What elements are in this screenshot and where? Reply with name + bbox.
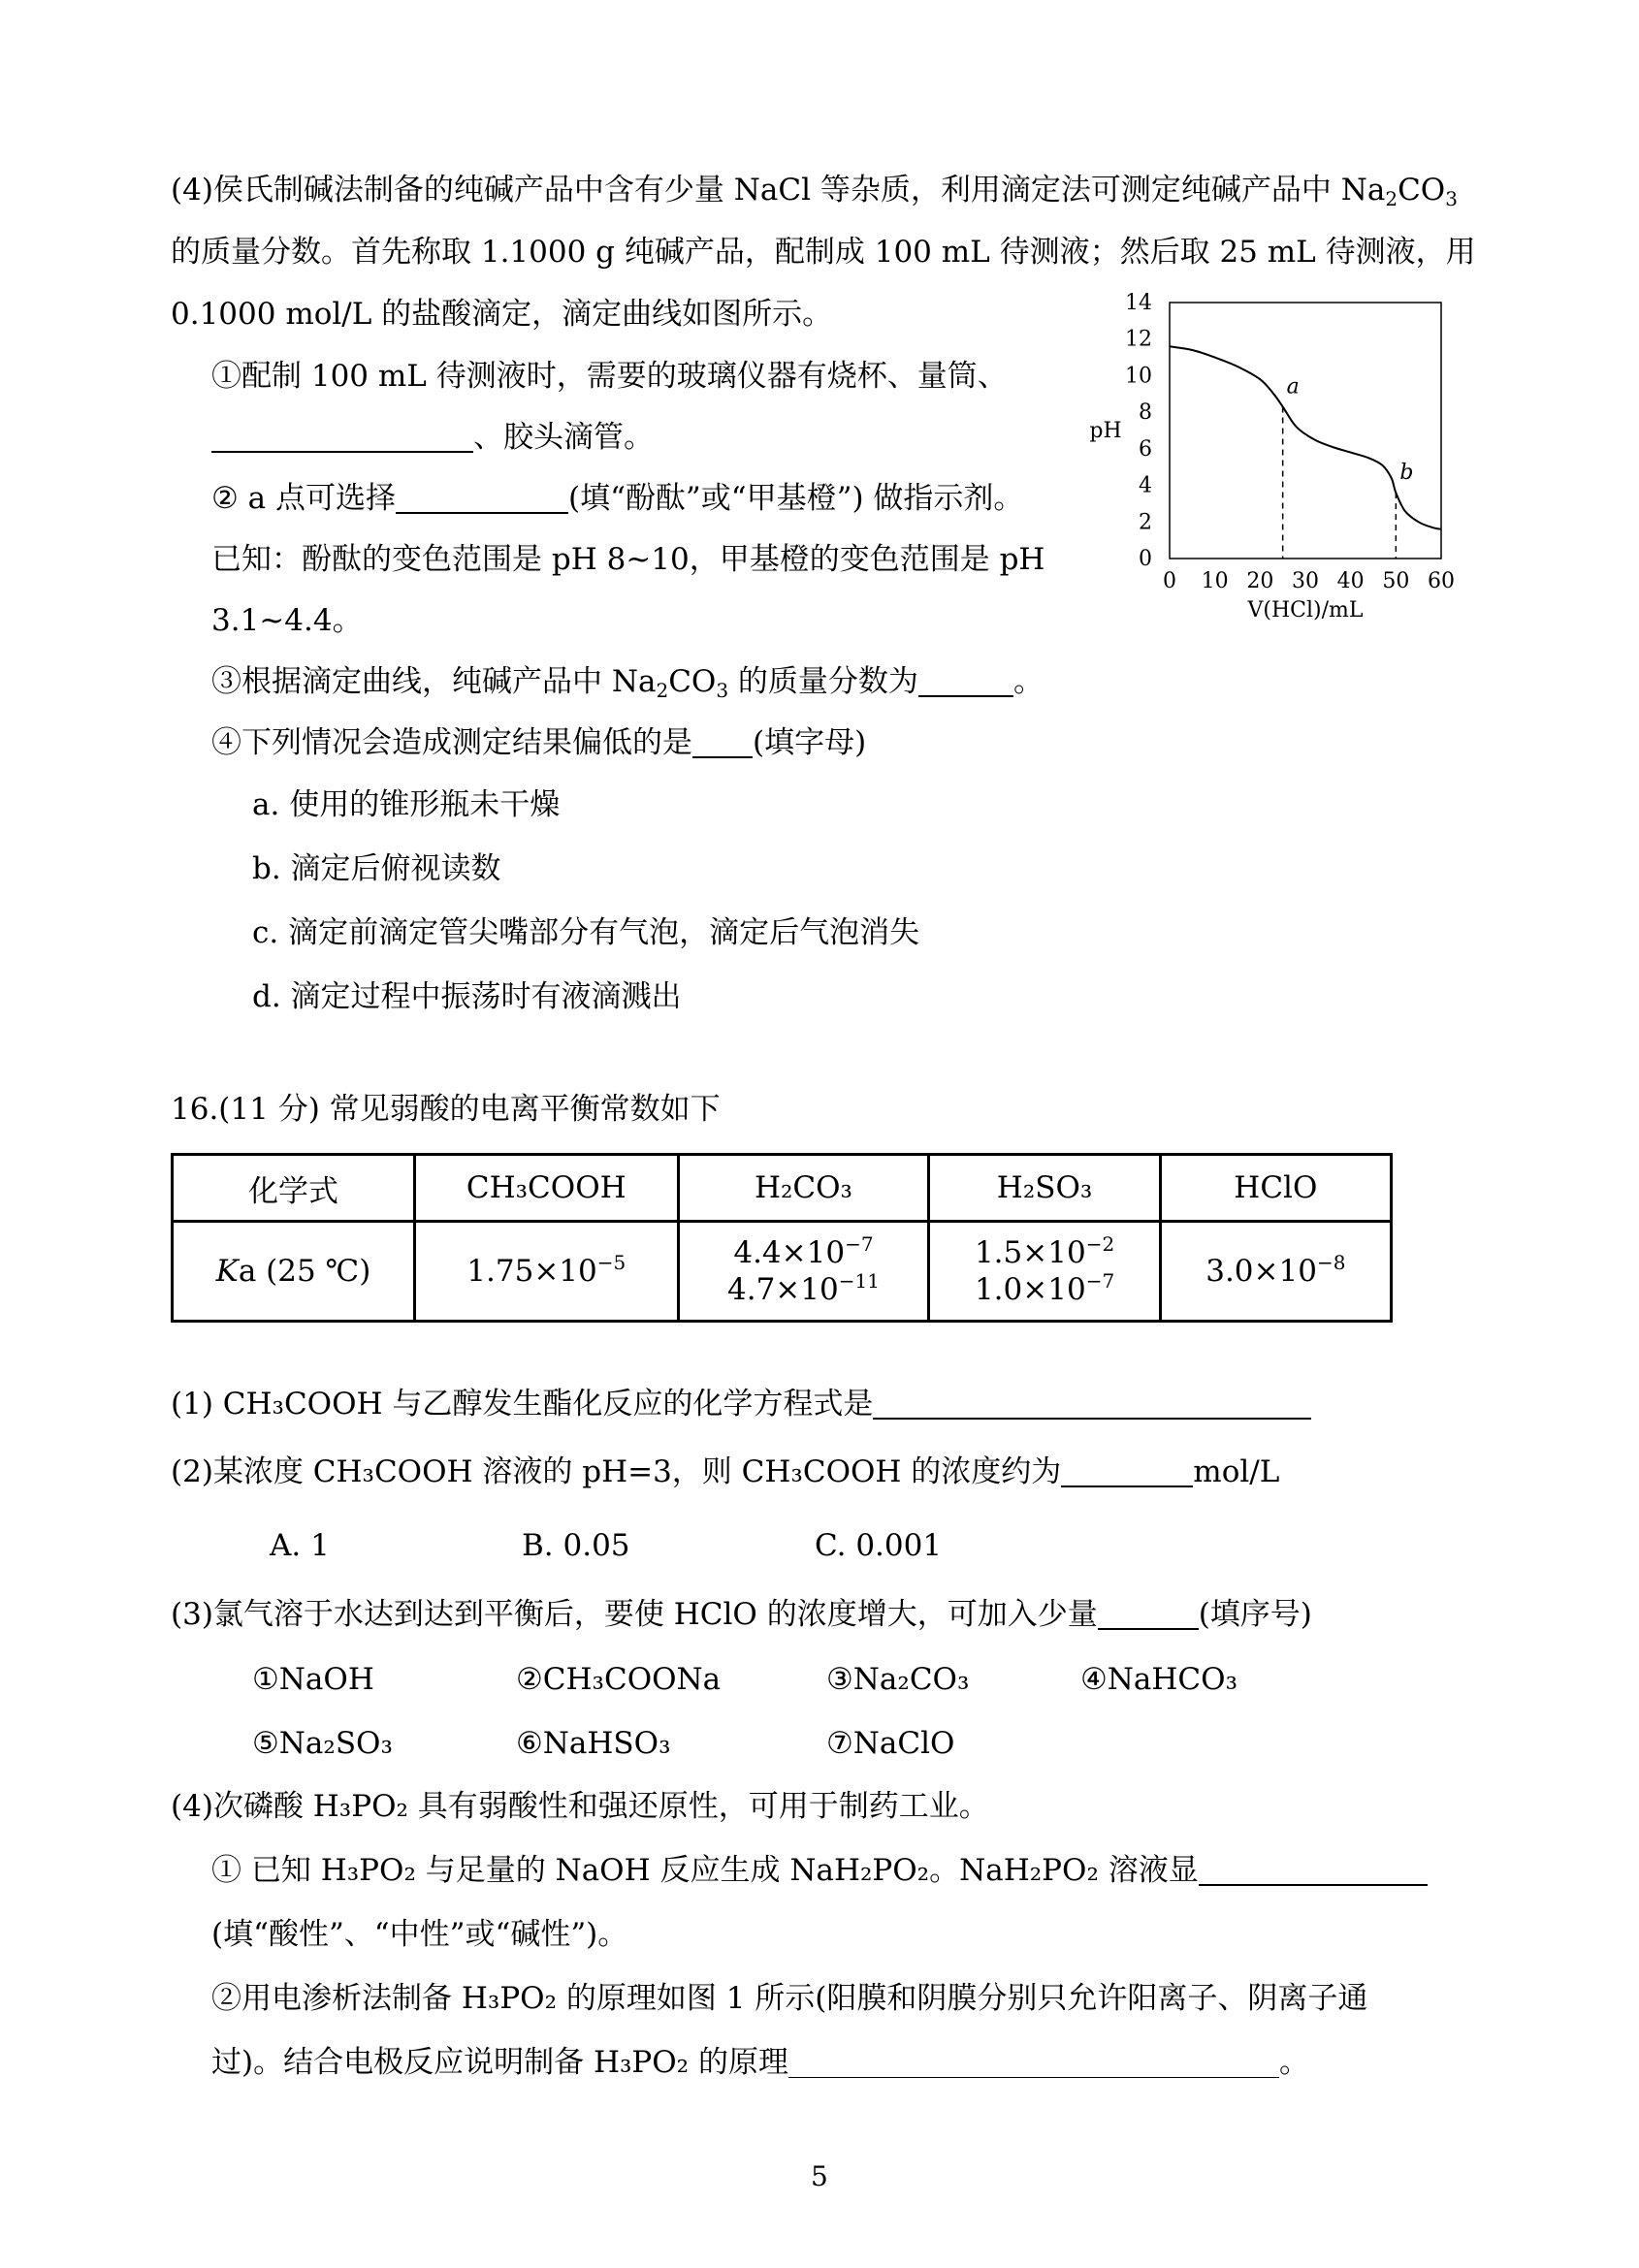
q4-intro-text: (4)侯氏制碱法制备的纯碱产品中含有少量 NaCl 等杂质，利用滴定法可测定纯碱产品中 Na	[171, 173, 1386, 208]
answer-blank[interactable]	[1098, 1599, 1199, 1630]
reagent-2: ②CH₃COONa	[516, 1662, 722, 1697]
ka-value-ch3cooh	[415, 1222, 679, 1322]
q4-s3	[211, 662, 1044, 701]
q16-p2	[171, 1453, 1279, 1491]
q4-s2-line1	[211, 479, 1023, 518]
q4-s3-text: CO	[668, 664, 717, 699]
ka-exponent: −5	[596, 1251, 627, 1274]
y-axis-label: pH	[1089, 419, 1122, 443]
answer-blank[interactable]	[788, 2048, 1279, 2078]
ka-table-header: HClO	[1160, 1155, 1391, 1222]
ka-mantissa: 1.75×10	[466, 1254, 597, 1289]
page-number: 5	[811, 2160, 828, 2192]
ka-mantissa: 1.5×10	[974, 1235, 1086, 1270]
q4-s3-text: 。	[1012, 664, 1044, 699]
titration-curve-line	[1170, 346, 1441, 529]
y-tick-label: 4	[1139, 473, 1152, 498]
option-c: c. 滴定前滴定管尖嘴部分有气泡，滴定后气泡消失	[252, 915, 920, 950]
option-b: b. 滴定后俯视读数	[252, 851, 501, 886]
x-axis-label: V(HCl)/mL	[1247, 598, 1364, 623]
ka-mantissa: 1.0×10	[974, 1272, 1086, 1307]
q4-s4-text: ④下列情况会造成测定结果偏低的是	[211, 725, 692, 760]
q16-p4-s1-text: ① 已知 H₃PO₂ 与足量的 NaOH 反应生成 NaH₂PO₂。NaH₂PO₂ 溶液显	[211, 1853, 1199, 1888]
x-tick-label: 50	[1382, 569, 1410, 593]
chart-annotations	[1283, 374, 1414, 559]
ka-exponent: −2	[1085, 1232, 1115, 1256]
ka-table-header: CH₃COOH	[415, 1155, 679, 1222]
q16-p3-text: (填序号)	[1198, 1597, 1312, 1632]
reagent-3: ③Na₂CO₃	[826, 1662, 970, 1697]
q16-p4-s2-line1: ②用电渗析法制备 H₃PO₂ 的原理如图 1 所示(阳膜和阴膜分别只允许阳离子、阴离子通	[211, 1981, 1368, 2016]
q16-p1-text: (1) CH₃COOH 与乙醇发生酯化反应的化学方程式是	[171, 1387, 874, 1421]
choice-c: C. 0.001	[815, 1528, 943, 1563]
q4-s2-text: (填“酚酞”或“甲基橙”) 做指示剂。	[567, 481, 1024, 516]
q16-p4-s1-line2: (填“酸性”、“中性”或“碱性”)。	[211, 1917, 628, 1952]
q16-p4-s2-text: 过)。结合电极反应说明制备 H₃PO₂ 的原理	[211, 2045, 788, 2080]
reagent-4: ④NaHCO₃	[1080, 1662, 1237, 1697]
subscript: 2	[1385, 187, 1398, 210]
ka-table-header-row	[173, 1155, 1392, 1222]
q4-intro-line2: 的质量分数。首先称取 1.1000 g 纯碱产品，配制成 100 mL 待测液；然后取 25 mL 待测液，用	[171, 235, 1476, 270]
answer-blank[interactable]	[918, 666, 1013, 697]
choice-a: A. 1	[270, 1528, 330, 1563]
ka-mantissa: 3.0×10	[1205, 1254, 1317, 1289]
q16-p3-text: (3)氯气溶于水达到达到平衡后，要使 HClO 的浓度增大，可加入少量	[171, 1597, 1098, 1632]
answer-blank[interactable]	[211, 422, 473, 453]
q16-p4-s2-line2	[211, 2043, 1309, 2082]
q16-p4-intro: (4)次磷酸 H₃PO₂ 具有弱酸性和强还原性，可用于制药工业。	[171, 1789, 989, 1824]
q4-s4-text: (填字母)	[753, 725, 867, 760]
answer-blank[interactable]	[1061, 1456, 1193, 1487]
ka-exponent: −11	[838, 1269, 880, 1293]
q4-intro-line3: 0.1000 mol/L 的盐酸滴定，滴定曲线如图所示。	[171, 297, 833, 332]
ka-mantissa: 4.4×10	[733, 1235, 846, 1270]
ka-value-h2so3	[929, 1222, 1160, 1322]
q4-s2-line2: 已知：酚酞的变色范围是 pH 8~10，甲基橙的变色范围是 pH	[211, 542, 1045, 577]
q4-s2-text: ② a 点可选择	[211, 481, 396, 516]
q16-p2-unit: mol/L	[1193, 1454, 1280, 1489]
x-tick-label: 20	[1246, 569, 1274, 593]
subscript: 2	[656, 679, 669, 702]
option-d: d. 滴定过程中振荡时有液滴溅出	[252, 979, 682, 1014]
q4-intro-line1	[171, 171, 1458, 209]
answer-blank[interactable]	[692, 727, 753, 758]
x-tick-label: 0	[1163, 569, 1176, 593]
y-tick-label: 12	[1125, 327, 1152, 352]
ka-exponent: −8	[1316, 1251, 1346, 1274]
q16-p4-s2-text: 。	[1278, 2045, 1309, 2080]
ka-table	[171, 1153, 1393, 1323]
answer-blank[interactable]	[873, 1389, 1311, 1420]
q4-s1-line1: ①配制 100 mL 待测液时，需要的玻璃仪器有烧杯、量筒、	[211, 359, 1008, 394]
ka-row-label	[173, 1222, 415, 1322]
subscript: 3	[1445, 187, 1458, 210]
x-tick-label: 30	[1292, 569, 1319, 593]
ka-symbol: K	[215, 1254, 239, 1289]
q16-p2-text: (2)某浓度 CH₃COOH 溶液的 pH=3，则 CH₃COOH 的浓度约为	[171, 1454, 1062, 1489]
reagent-5: ⑤Na₂SO₃	[252, 1726, 393, 1761]
answer-blank[interactable]	[396, 483, 568, 514]
chart-ticks	[1089, 291, 1455, 623]
x-tick-label: 10	[1201, 569, 1229, 593]
point-label-b: b	[1399, 461, 1414, 486]
x-tick-label: 40	[1336, 569, 1365, 593]
choice-b: B. 0.05	[522, 1528, 630, 1563]
ka-value-h2co3	[678, 1222, 929, 1322]
plot-frame	[1170, 303, 1441, 559]
q16-title: 16.(11 分) 常见弱酸的电离平衡常数如下	[171, 1092, 721, 1127]
y-tick-label: 8	[1139, 400, 1152, 426]
q4-s3-text: ③根据滴定曲线，纯碱产品中 Na	[211, 664, 657, 699]
titration-curve-chart	[1077, 289, 1464, 638]
chart-axes	[1170, 303, 1441, 559]
q4-s2-line3: 3.1~4.4。	[211, 603, 363, 638]
y-tick-label: 0	[1139, 547, 1152, 571]
ka-table-header: H₂SO₃	[929, 1155, 1160, 1222]
q4-s4	[211, 723, 866, 762]
q16-p1	[171, 1385, 1311, 1423]
q4-s1-tail: 、胶头滴管。	[473, 420, 654, 455]
reagent-6: ⑥NaHSO₃	[516, 1726, 671, 1761]
option-a: a. 使用的锥形瓶未干燥	[252, 787, 561, 822]
point-label-a: a	[1286, 374, 1300, 399]
answer-blank[interactable]	[1199, 1855, 1428, 1886]
subscript: 3	[716, 679, 729, 702]
x-tick-label: 60	[1428, 569, 1455, 593]
y-tick-label: 2	[1139, 510, 1152, 535]
ka-mantissa: 4.7×10	[727, 1272, 839, 1307]
y-tick-label: 10	[1125, 364, 1152, 389]
reagent-7: ⑦NaClO	[826, 1726, 955, 1761]
ka-table-row	[173, 1222, 1392, 1322]
q16-p3	[171, 1595, 1312, 1634]
q16-p4-s1-line1	[211, 1851, 1428, 1890]
ka-table-header: H₂CO₃	[678, 1155, 929, 1222]
y-tick-label: 14	[1125, 291, 1152, 315]
ka-value-hclo	[1160, 1222, 1391, 1322]
ka-exponent: −7	[1085, 1269, 1115, 1293]
reagent-1: ①NaOH	[252, 1662, 374, 1697]
q4-intro-text: CO	[1398, 173, 1446, 208]
y-tick-label: 6	[1139, 436, 1152, 462]
ka-exponent: −7	[845, 1232, 874, 1256]
ka-table-header: 化学式	[173, 1155, 415, 1222]
ka-condition: a (25 ℃)	[238, 1254, 371, 1289]
q4-s1-line2	[211, 418, 654, 457]
q4-s3-text: 的质量分数为	[728, 664, 918, 699]
